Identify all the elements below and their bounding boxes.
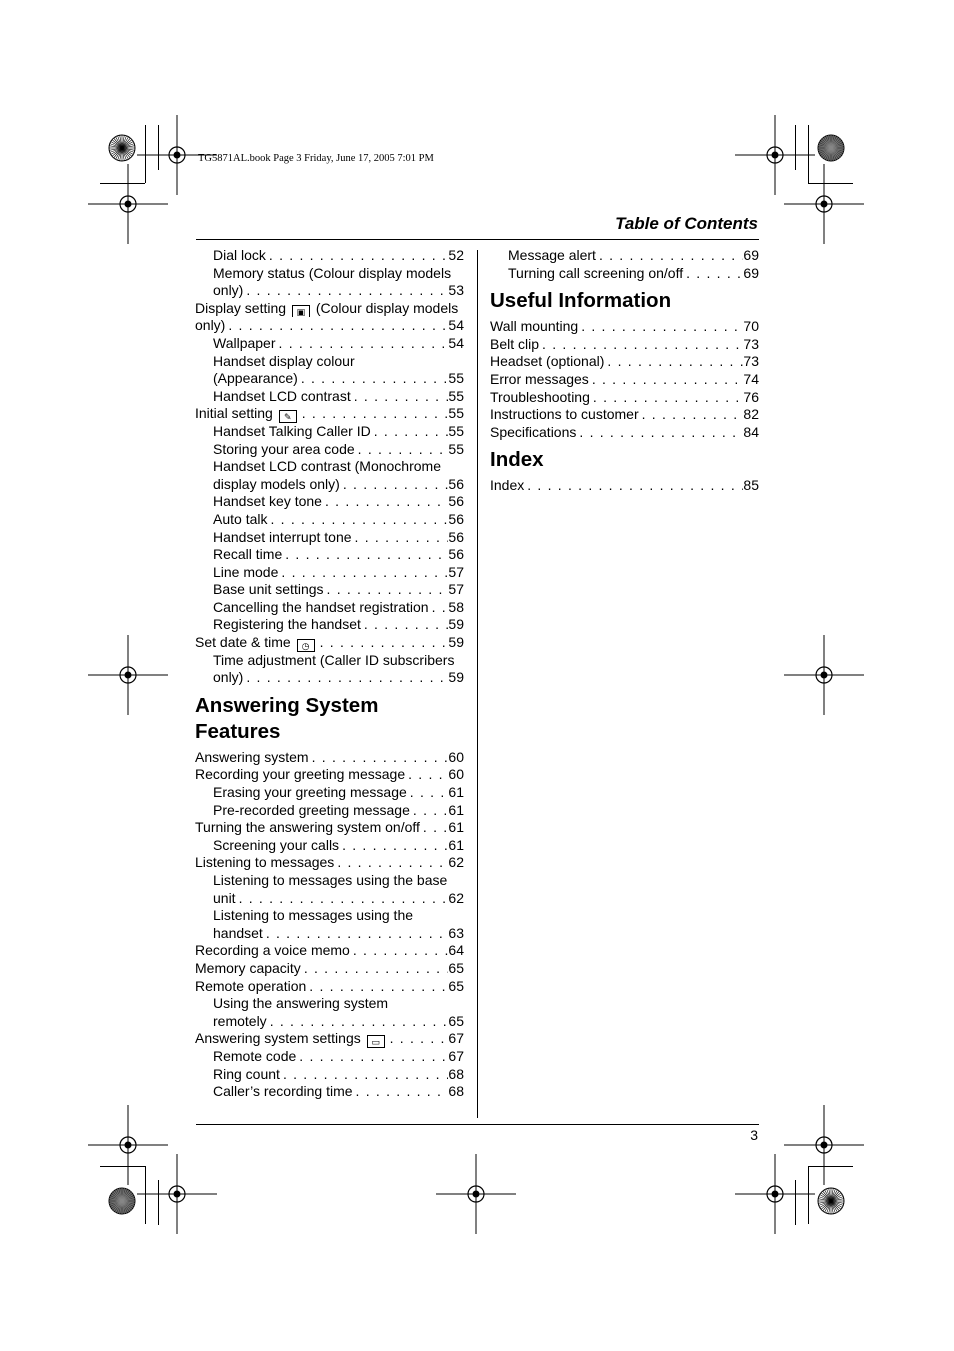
toc-page-number: 55 bbox=[448, 405, 464, 422]
toc-entry-text: Listening to messages using the bbox=[213, 907, 414, 924]
toc-entry[interactable] bbox=[195, 581, 464, 599]
toc-entry[interactable] bbox=[195, 370, 464, 388]
toc-entry[interactable] bbox=[195, 802, 464, 820]
toc-entry[interactable] bbox=[195, 493, 464, 511]
toc-entry-label bbox=[213, 1066, 280, 1084]
dot-leader bbox=[266, 247, 449, 265]
toc-page-number: 57 bbox=[448, 563, 464, 580]
section-heading: Answering System Features bbox=[195, 693, 379, 743]
dot-leader bbox=[324, 581, 449, 599]
toc-entry[interactable] bbox=[195, 511, 464, 529]
toc-entry-label bbox=[490, 336, 539, 354]
toc-entry-text: Dial lock bbox=[213, 247, 266, 263]
toc-entry-label bbox=[195, 960, 301, 978]
dot-leader bbox=[683, 265, 743, 283]
toc-entry[interactable] bbox=[195, 247, 464, 265]
toc-entry[interactable] bbox=[195, 441, 464, 459]
dot-leader bbox=[282, 546, 448, 564]
crop-line bbox=[145, 125, 146, 183]
toc-page-number: 55 bbox=[448, 387, 464, 404]
toc-entry-label bbox=[213, 907, 413, 925]
toc-entry[interactable] bbox=[490, 389, 759, 407]
toc-entry-text: Answering system bbox=[195, 748, 309, 765]
registration-mark-icon bbox=[784, 1105, 864, 1185]
toc-entry[interactable] bbox=[195, 388, 464, 406]
dot-leader bbox=[298, 370, 449, 388]
dot-leader bbox=[355, 441, 449, 459]
toc-entry-label bbox=[195, 854, 334, 872]
toc-page-number: 60 bbox=[448, 748, 464, 765]
toc-entry[interactable] bbox=[195, 1013, 464, 1031]
toc-page-number: 65 bbox=[448, 977, 464, 994]
toc-entry[interactable] bbox=[195, 317, 464, 335]
toc-page-number: 73 bbox=[743, 335, 759, 352]
dot-leader bbox=[225, 317, 448, 335]
registration-mark-icon bbox=[88, 164, 168, 244]
toc-entry-text: Handset interrupt tone bbox=[213, 528, 352, 545]
toc-entry-label bbox=[195, 766, 405, 784]
toc-entry[interactable] bbox=[195, 907, 464, 925]
toc-page-number: 68 bbox=[448, 1083, 464, 1100]
toc-entry-label bbox=[195, 1030, 387, 1048]
dot-leader bbox=[352, 529, 449, 547]
dot-leader bbox=[410, 802, 449, 820]
dot-leader bbox=[353, 1083, 449, 1101]
toc-entry-text: Handset LCD contrast (Monochrome bbox=[213, 458, 441, 475]
toc-entry[interactable] bbox=[490, 477, 759, 495]
toc-entry-label bbox=[213, 353, 355, 371]
toc-entry-text: Remote code bbox=[213, 1047, 297, 1064]
toc-page-number: 60 bbox=[448, 766, 464, 783]
toc-entry-label bbox=[195, 819, 420, 837]
dot-leader bbox=[322, 493, 448, 511]
crop-line bbox=[808, 1166, 809, 1224]
crop-line bbox=[100, 183, 145, 184]
toc-entry-text: remotely bbox=[213, 1012, 267, 1029]
dot-leader bbox=[296, 1048, 448, 1066]
toc-entry[interactable] bbox=[490, 318, 759, 336]
toc-page-number: 56 bbox=[448, 528, 464, 545]
crop-line bbox=[808, 183, 853, 184]
toc-entry-text: Answering system settings bbox=[195, 1030, 361, 1047]
toc-entry-label bbox=[195, 749, 309, 767]
toc-entry-label bbox=[213, 441, 355, 459]
toc-entry-label bbox=[213, 925, 263, 943]
toc-entry-text: Handset LCD contrast bbox=[213, 387, 351, 404]
dot-leader bbox=[589, 371, 744, 389]
toc-entry-text: handset bbox=[213, 924, 263, 941]
toc-entry-text: Error messages bbox=[490, 370, 589, 387]
toc-entry[interactable] bbox=[195, 749, 464, 767]
toc-entry[interactable] bbox=[195, 546, 464, 564]
toc-entry-label bbox=[490, 371, 589, 389]
toc-entry-text: Headset (optional) bbox=[490, 353, 605, 370]
toc-entry-text: only) bbox=[213, 282, 244, 299]
toc-entry-label bbox=[213, 265, 451, 283]
dot-leader bbox=[267, 1013, 449, 1031]
dot-leader bbox=[334, 854, 448, 872]
initial-setting-icon: ✎ bbox=[279, 410, 297, 423]
toc-entry[interactable] bbox=[195, 335, 464, 353]
color-target-icon bbox=[816, 1186, 846, 1216]
dot-leader bbox=[340, 476, 449, 494]
toc-entry-label bbox=[213, 890, 236, 908]
section-heading: Index bbox=[490, 448, 544, 472]
crop-line bbox=[100, 1166, 145, 1167]
crop-line bbox=[795, 125, 796, 170]
toc-page-number: 56 bbox=[448, 546, 464, 563]
toc-entry-text: display models only) bbox=[213, 475, 340, 492]
toc-entry[interactable] bbox=[195, 766, 464, 784]
toc-entry-text: Belt clip bbox=[490, 335, 540, 352]
toc-entry-text: Pre-recorded greeting message bbox=[213, 801, 410, 818]
dot-leader bbox=[405, 766, 448, 784]
crop-line bbox=[145, 1166, 146, 1224]
toc-page-number: 82 bbox=[743, 406, 759, 423]
dot-leader bbox=[339, 837, 448, 855]
toc-entry-text-continued: (Colour display models bbox=[315, 299, 459, 316]
dot-leader bbox=[267, 511, 448, 529]
crop-line bbox=[808, 1166, 853, 1167]
toc-entry-label bbox=[213, 335, 276, 353]
toc-entry-label bbox=[213, 581, 324, 599]
toc-entry[interactable] bbox=[195, 599, 464, 617]
toc-entry-label bbox=[213, 546, 282, 564]
toc-entry[interactable] bbox=[195, 1030, 464, 1048]
toc-page-number: 58 bbox=[448, 598, 464, 615]
toc-entry-text: Time adjustment (Caller ID subscribers bbox=[213, 651, 455, 668]
toc-page-number: 64 bbox=[448, 942, 464, 959]
answering-settings-icon: ▭ bbox=[367, 1035, 385, 1048]
toc-entry-label bbox=[490, 389, 590, 407]
toc-entry-text: Registering the handset bbox=[213, 616, 361, 633]
toc-entry-text: unit bbox=[213, 889, 236, 906]
toc-entry-text: only) bbox=[195, 317, 226, 334]
toc-entry-label bbox=[490, 353, 604, 371]
toc-page-number: 55 bbox=[448, 422, 464, 439]
toc-entry[interactable] bbox=[195, 405, 464, 423]
toc-entry-label bbox=[213, 872, 447, 890]
registration-mark-icon bbox=[784, 635, 864, 715]
dot-leader bbox=[407, 784, 449, 802]
crop-line bbox=[808, 125, 809, 183]
toc-entry[interactable] bbox=[195, 960, 464, 978]
dot-leader bbox=[578, 318, 743, 336]
toc-entry-label bbox=[213, 388, 351, 406]
toc-entry[interactable] bbox=[195, 1066, 464, 1084]
dot-leader bbox=[539, 336, 743, 354]
toc-entry[interactable] bbox=[490, 336, 759, 354]
toc-entry[interactable] bbox=[195, 925, 464, 943]
toc-entry[interactable] bbox=[195, 458, 464, 476]
toc-entry[interactable] bbox=[195, 784, 464, 802]
toc-entry-text: Base unit settings bbox=[213, 581, 324, 598]
toc-entry-label bbox=[213, 599, 429, 617]
toc-page-number: 62 bbox=[448, 854, 464, 871]
toc-entry[interactable] bbox=[195, 669, 464, 687]
toc-page-number: 61 bbox=[448, 819, 464, 836]
toc-page-number: 54 bbox=[448, 317, 464, 334]
toc-entry-label bbox=[213, 837, 339, 855]
toc-page-number: 67 bbox=[448, 1030, 464, 1047]
toc-entry[interactable] bbox=[195, 616, 464, 634]
toc-entry-text: Cancelling the handset registration bbox=[213, 598, 429, 615]
toc-entry-text: Turning the answering system on/off bbox=[195, 819, 420, 836]
toc-entry[interactable] bbox=[195, 1048, 464, 1066]
toc-page-number: 67 bbox=[448, 1047, 464, 1064]
toc-entry[interactable] bbox=[195, 995, 464, 1013]
toc-entry[interactable] bbox=[490, 353, 759, 371]
dot-leader bbox=[243, 282, 448, 300]
toc-entry-label bbox=[195, 978, 306, 996]
toc-entry[interactable] bbox=[195, 837, 464, 855]
display-setting-icon: ▣ bbox=[292, 305, 310, 318]
toc-entry-text: Caller’s recording time bbox=[213, 1083, 353, 1100]
toc-entry-text: Using the answering system bbox=[213, 995, 389, 1012]
toc-page-number: 68 bbox=[448, 1065, 464, 1082]
dot-leader bbox=[306, 978, 448, 996]
dot-leader bbox=[596, 247, 743, 265]
dot-leader bbox=[243, 669, 448, 687]
toc-entry-text: Handset key tone bbox=[213, 493, 322, 510]
toc-entry-label bbox=[195, 942, 350, 960]
header-rule bbox=[196, 239, 759, 240]
toc-page-number: 70 bbox=[743, 318, 759, 335]
toc-entry-text: Handset display colour bbox=[213, 352, 355, 369]
toc-entry[interactable] bbox=[195, 942, 464, 960]
toc-entry-label bbox=[213, 784, 407, 802]
toc-entry[interactable] bbox=[195, 854, 464, 872]
toc-entry-label bbox=[508, 265, 683, 283]
toc-page-number: 59 bbox=[448, 634, 464, 651]
toc-entry[interactable] bbox=[490, 424, 759, 442]
toc-entry-label bbox=[213, 1083, 353, 1101]
dot-leader bbox=[236, 890, 449, 908]
toc-entry[interactable] bbox=[195, 300, 464, 318]
toc-entry[interactable] bbox=[195, 282, 464, 300]
toc-entry-text: Listening to messages bbox=[195, 854, 335, 871]
toc-entry[interactable] bbox=[490, 247, 759, 265]
toc-entry-label bbox=[195, 405, 299, 423]
crop-line bbox=[158, 1180, 159, 1225]
toc-page-number: 69 bbox=[743, 264, 759, 281]
toc-entry-text: Specifications bbox=[490, 423, 577, 440]
toc-entry-text: Instructions to customer bbox=[490, 406, 639, 423]
dot-leader bbox=[420, 819, 449, 837]
toc-page-number: 56 bbox=[448, 475, 464, 492]
dot-leader bbox=[278, 564, 448, 582]
toc-page-number: 65 bbox=[448, 1012, 464, 1029]
toc-entry-text: Line mode bbox=[213, 563, 279, 580]
toc-entry-text: Index bbox=[490, 477, 525, 494]
toc-entry-label bbox=[213, 616, 361, 634]
toc-entry-text: Wall mounting bbox=[490, 318, 579, 335]
toc-entry-label bbox=[213, 282, 243, 300]
toc-entry-text: Ring count bbox=[213, 1065, 280, 1082]
toc-entry-text: Auto talk bbox=[213, 510, 268, 527]
dot-leader bbox=[276, 335, 449, 353]
toc-entry-label bbox=[213, 995, 388, 1013]
dot-leader bbox=[299, 405, 449, 423]
toc-entry-text: Set date & time bbox=[195, 634, 291, 651]
toc-entry-label bbox=[195, 634, 317, 652]
toc-entry-label bbox=[213, 669, 243, 687]
dot-leader bbox=[371, 423, 449, 441]
toc-entry[interactable] bbox=[490, 265, 759, 283]
toc-entry-text: Handset Talking Caller ID bbox=[213, 422, 371, 439]
toc-page-number: 69 bbox=[743, 247, 759, 263]
toc-entry[interactable] bbox=[195, 476, 464, 494]
toc-entry[interactable] bbox=[195, 1083, 464, 1101]
toc-left-column bbox=[195, 247, 464, 1101]
color-target-icon bbox=[107, 1186, 137, 1216]
toc-entry[interactable] bbox=[195, 265, 464, 283]
toc-entry-label bbox=[213, 564, 278, 582]
dot-leader bbox=[429, 599, 449, 617]
toc-page-number: 76 bbox=[743, 388, 759, 405]
toc-page-number: 56 bbox=[448, 510, 464, 527]
registration-mark-icon bbox=[88, 1105, 168, 1185]
toc-page-number: 65 bbox=[448, 959, 464, 976]
page-number: 3 bbox=[750, 1127, 758, 1143]
toc-entry-label bbox=[213, 247, 266, 265]
toc-entry-label bbox=[213, 476, 340, 494]
toc-page-number: 63 bbox=[448, 924, 464, 941]
crop-line bbox=[158, 125, 159, 170]
dot-leader bbox=[350, 942, 449, 960]
toc-page-number: 61 bbox=[448, 784, 464, 801]
toc-page-number: 56 bbox=[448, 493, 464, 510]
toc-entry[interactable] bbox=[195, 423, 464, 441]
toc-page-number: 73 bbox=[743, 353, 759, 370]
toc-entry-label bbox=[213, 529, 352, 547]
color-target-icon bbox=[816, 133, 846, 163]
toc-entry-text: Erasing your greeting message bbox=[213, 784, 407, 801]
toc-page-number: 55 bbox=[448, 440, 464, 457]
toc-entry-text: Recording your greeting message bbox=[195, 766, 406, 783]
toc-entry-label bbox=[195, 317, 225, 335]
toc-page-number: 59 bbox=[448, 616, 464, 633]
dot-leader bbox=[309, 749, 449, 767]
toc-page-number: 53 bbox=[448, 282, 464, 299]
toc-entry-text: Recording a voice memo bbox=[195, 942, 350, 959]
toc-right-column bbox=[490, 247, 759, 495]
dot-leader bbox=[524, 477, 743, 495]
section-heading: Useful Information bbox=[490, 289, 672, 313]
toc-entry-text: Screening your calls bbox=[213, 836, 340, 853]
print-slug: TG5871AL.book Page 3 Friday, June 17, 2005 7:01 PM bbox=[198, 153, 434, 164]
toc-entry-text: Turning call screening on/off bbox=[508, 264, 684, 281]
toc-entry[interactable] bbox=[195, 634, 464, 652]
toc-entry-label bbox=[508, 247, 596, 265]
footer-rule bbox=[196, 1124, 759, 1125]
dot-leader bbox=[317, 634, 449, 652]
crop-line bbox=[795, 1180, 796, 1225]
toc-entry-label bbox=[213, 493, 322, 511]
toc-entry-label bbox=[213, 458, 441, 476]
toc-entry[interactable] bbox=[195, 819, 464, 837]
toc-entry-label bbox=[213, 1048, 296, 1066]
dot-leader bbox=[301, 960, 449, 978]
toc-entry-text: Recall time bbox=[213, 546, 283, 563]
toc-entry-text: only) bbox=[213, 669, 244, 686]
toc-entry-text: Memory capacity bbox=[195, 959, 301, 976]
toc-entry-text: Remote operation bbox=[195, 977, 307, 994]
clock-icon: ◷ bbox=[297, 639, 315, 652]
toc-entry[interactable] bbox=[195, 890, 464, 908]
toc-page-number: 74 bbox=[743, 370, 759, 387]
column-divider bbox=[477, 250, 478, 1118]
toc-page-number: 55 bbox=[448, 370, 464, 387]
toc-page-number: 52 bbox=[448, 247, 464, 263]
toc-entry[interactable] bbox=[195, 872, 464, 890]
toc-entry[interactable] bbox=[195, 529, 464, 547]
toc-entry-label bbox=[195, 300, 458, 318]
dot-leader bbox=[263, 925, 449, 943]
dot-leader bbox=[351, 388, 449, 406]
color-target-icon bbox=[107, 133, 137, 163]
toc-entry[interactable] bbox=[490, 371, 759, 389]
toc-entry-text: Troubleshooting bbox=[490, 388, 590, 405]
toc-entry-text: Message alert bbox=[508, 247, 596, 263]
toc-entry-text: Initial setting bbox=[195, 405, 273, 422]
toc-entry-label bbox=[490, 424, 576, 442]
registration-mark-icon bbox=[784, 164, 864, 244]
toc-entry-text: Listening to messages using the base bbox=[213, 872, 448, 888]
toc-page-number: 54 bbox=[448, 334, 464, 351]
toc-entry-label bbox=[490, 318, 578, 336]
toc-entry-label bbox=[213, 1013, 267, 1031]
dot-leader bbox=[361, 616, 449, 634]
toc-entry-label bbox=[490, 406, 639, 424]
dot-leader bbox=[280, 1066, 448, 1084]
toc-entry-text: Memory status (Colour display models bbox=[213, 264, 452, 281]
toc-entry[interactable] bbox=[195, 353, 464, 371]
toc-entry[interactable] bbox=[490, 406, 759, 424]
toc-entry-label bbox=[213, 511, 267, 529]
toc-entry-text: Wallpaper bbox=[213, 334, 276, 351]
dot-leader bbox=[639, 406, 744, 424]
toc-entry[interactable] bbox=[195, 564, 464, 582]
toc-entry-label bbox=[213, 370, 298, 388]
toc-entry-label bbox=[213, 423, 371, 441]
dot-leader bbox=[604, 353, 743, 371]
toc-entry-label bbox=[213, 802, 410, 820]
toc-page-number: 85 bbox=[743, 477, 759, 494]
toc-entry[interactable] bbox=[195, 652, 464, 670]
registration-mark-icon bbox=[88, 635, 168, 715]
toc-page-number: 61 bbox=[448, 801, 464, 818]
toc-entry-text: Display setting bbox=[195, 299, 287, 316]
dot-leader bbox=[576, 424, 743, 442]
toc-page-number: 61 bbox=[448, 836, 464, 853]
dot-leader bbox=[387, 1030, 449, 1048]
toc-entry-label bbox=[490, 477, 524, 495]
page-title: Table of Contents bbox=[615, 214, 758, 233]
toc-entry[interactable] bbox=[195, 978, 464, 996]
toc-page-number: 84 bbox=[743, 423, 759, 440]
toc-entry-text: (Appearance) bbox=[213, 370, 298, 387]
toc-entry-text: Storing your area code bbox=[213, 440, 355, 457]
registration-mark-icon bbox=[436, 1154, 516, 1234]
toc-page-number: 62 bbox=[448, 889, 464, 906]
dot-leader bbox=[590, 389, 744, 407]
toc-entry-label bbox=[213, 652, 454, 670]
toc-page-number: 59 bbox=[448, 669, 464, 686]
toc-page-number: 57 bbox=[448, 581, 464, 598]
